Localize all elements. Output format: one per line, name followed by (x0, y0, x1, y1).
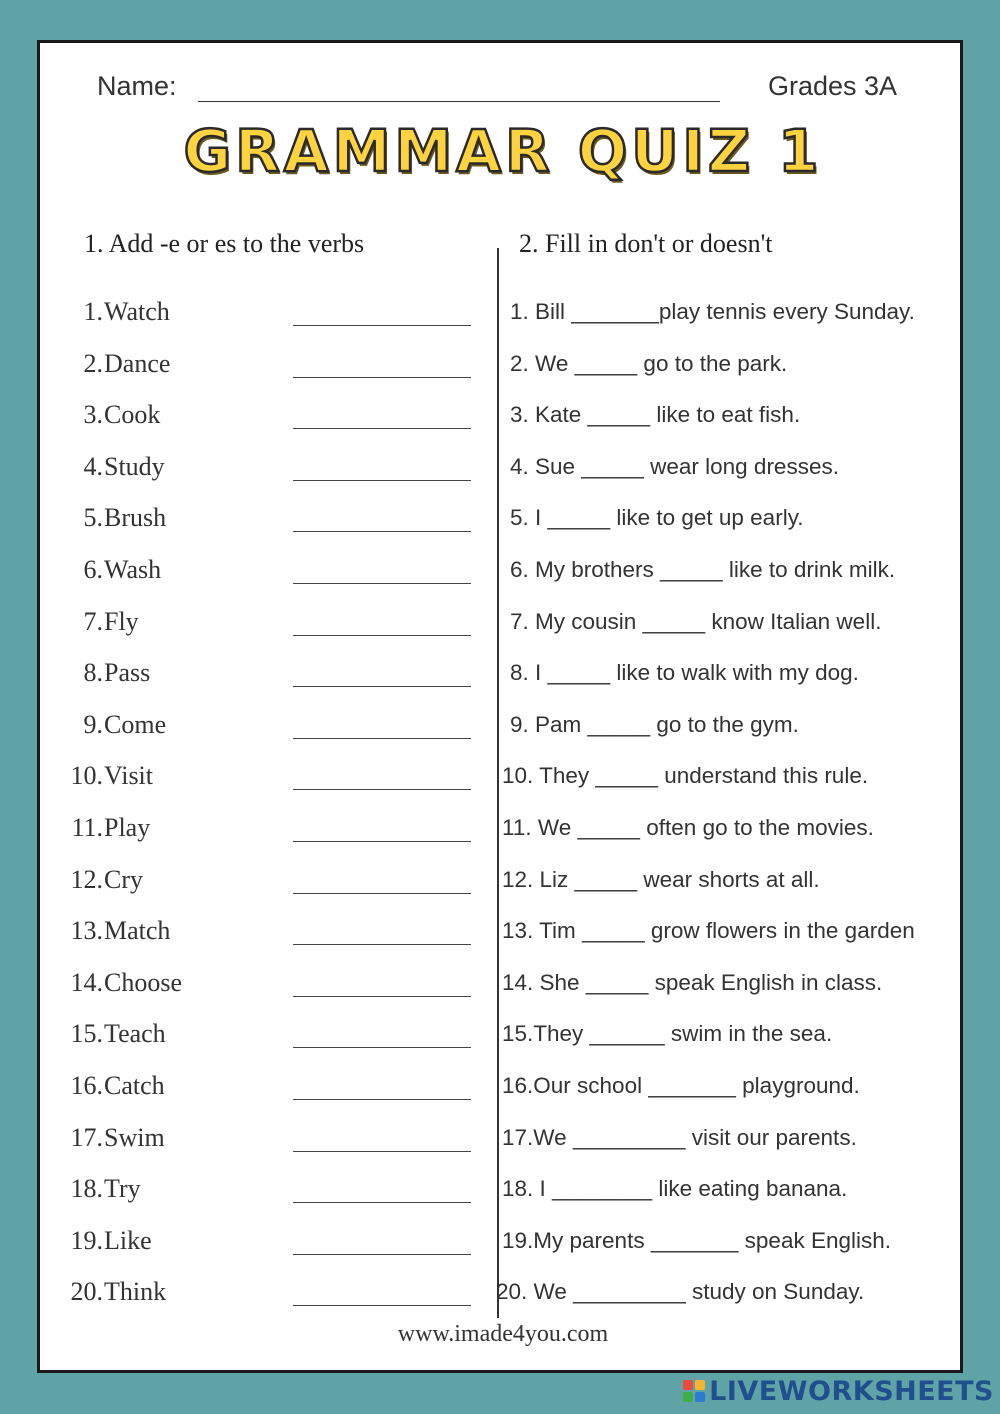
verb-row (40, 805, 495, 845)
verb-answer-blank[interactable] (293, 531, 471, 532)
verb-word: Like (104, 1225, 152, 1255)
sentence-row (498, 341, 966, 381)
sentence-text[interactable]: 3. Kate _____ like to eat fish. (510, 402, 801, 428)
sentence-text[interactable]: 8. I _____ like to walk with my dog. (510, 660, 859, 686)
verb-number: 1. (83, 297, 103, 326)
sentence-text[interactable]: 11. We _____ often go to the movies. (502, 815, 874, 840)
verb-row (40, 289, 495, 329)
verb-number: 19. (70, 1225, 103, 1255)
verb-number: 14. (70, 967, 103, 997)
verb-word: Match (104, 916, 171, 946)
verb-answer-blank[interactable] (293, 1099, 471, 1100)
verb-row (40, 547, 495, 587)
verb-number: 8. (83, 658, 103, 688)
verb-answer-blank[interactable] (293, 789, 471, 790)
page-title: GRAMMAR QUIZ 1 (183, 117, 823, 185)
verb-answer-blank[interactable] (293, 583, 471, 584)
verb-word: Cry (104, 864, 143, 894)
sentence-text[interactable]: 15.They ______ swim in the sea. (502, 1021, 833, 1047)
sentence-row (498, 547, 966, 587)
verb-number: 4. (83, 451, 103, 481)
verb-word: Swim (104, 1122, 165, 1152)
verb-answer-blank[interactable] (293, 1151, 471, 1152)
verb-number: 12. (70, 864, 103, 894)
verb-row (40, 495, 495, 535)
worksheet-page (37, 40, 963, 1373)
verb-row (40, 1166, 495, 1206)
name-label: Name: (97, 71, 177, 101)
sentence-text[interactable]: 20. We _________ study on Sunday. (496, 1279, 865, 1305)
sentence-text[interactable]: 6. My brothers _____ like to drink milk. (510, 557, 896, 582)
verb-answer-blank[interactable] (293, 1202, 471, 1203)
verb-word: Study (104, 451, 165, 481)
verb-number: 16. (70, 1071, 103, 1100)
verb-answer-blank[interactable] (293, 893, 471, 894)
sentence-text[interactable]: 14. She _____ speak English in class. (502, 969, 883, 995)
sentence-text[interactable]: 17.We _________ visit our parents. (502, 1124, 857, 1150)
verb-answer-blank[interactable] (293, 686, 471, 687)
sentence-text[interactable]: 12. Liz _____ wear shorts at all. (502, 866, 820, 892)
sentence-text[interactable]: 1. Bill _______play tennis every Sunday. (510, 299, 915, 324)
sentence-row (498, 1115, 966, 1155)
verb-number: 9. (83, 709, 103, 739)
sentence-row (498, 650, 966, 690)
verb-word: Pass (104, 658, 151, 688)
sentence-row (498, 495, 966, 535)
sentence-row (498, 960, 966, 1000)
verb-row (40, 1115, 495, 1155)
sentence-text[interactable]: 19.My parents _______ speak English. (502, 1227, 892, 1253)
verb-word: Choose (104, 967, 182, 997)
verb-row (40, 908, 495, 948)
verb-number: 20. (70, 1277, 103, 1307)
verb-row (40, 1269, 495, 1309)
verb-answer-blank[interactable] (293, 1254, 471, 1255)
sentence-row (498, 599, 966, 639)
verb-number: 18. (70, 1174, 103, 1204)
verb-number: 11. (71, 813, 103, 842)
liveworksheets-brand (683, 1374, 994, 1408)
verb-number: 10. (70, 761, 103, 791)
verb-answer-blank[interactable] (293, 480, 471, 481)
sentence-text[interactable]: 9. Pam _____ go to the gym. (510, 711, 799, 737)
verb-answer-blank[interactable] (293, 738, 471, 739)
grade-label: Grades 3A (768, 71, 898, 101)
verb-row (40, 341, 495, 381)
verb-number: 13. (70, 916, 103, 946)
sentence-text[interactable]: 7. My cousin _____ know Italian well. (510, 608, 882, 634)
sentence-row (498, 753, 966, 793)
verb-answer-blank[interactable] (293, 377, 471, 378)
sentence-row (498, 1218, 966, 1258)
verb-row (40, 392, 495, 432)
sentence-row (498, 1011, 966, 1051)
verb-answer-blank[interactable] (293, 635, 471, 636)
verb-word: Brush (104, 503, 167, 533)
verb-word: Cook (104, 400, 161, 430)
verb-answer-blank[interactable] (293, 428, 471, 429)
verb-answer-blank[interactable] (293, 1047, 471, 1048)
verb-row (40, 753, 495, 793)
verb-number: 6. (83, 555, 103, 584)
sentence-text[interactable]: 4. Sue _____ wear long dresses. (510, 453, 839, 479)
verb-row (40, 599, 495, 639)
verb-word: Watch (104, 297, 170, 326)
section-title-dont-doesnt: 2. Fill in don't or doesn't (519, 229, 773, 258)
verb-answer-blank[interactable] (293, 325, 471, 326)
sentence-row (498, 908, 966, 948)
verb-row (40, 650, 495, 690)
sentence-row (498, 1269, 966, 1309)
verb-word: Try (104, 1174, 141, 1204)
verb-word: Visit (104, 761, 154, 791)
verb-answer-blank[interactable] (293, 944, 471, 945)
verb-word: Wash (104, 555, 162, 584)
verb-word: Come (104, 709, 167, 739)
sentence-text[interactable]: 10. They _____ understand this rule. (502, 763, 869, 789)
verb-number: 17. (70, 1122, 103, 1152)
sentence-row (498, 1063, 966, 1103)
verb-row (40, 1218, 495, 1258)
verb-answer-blank[interactable] (293, 1305, 471, 1306)
sentence-text[interactable]: 13. Tim _____ grow flowers in the garden (502, 918, 915, 944)
verb-word: Dance (104, 348, 171, 378)
verb-answer-blank[interactable] (293, 841, 471, 842)
verb-number: 3. (83, 400, 103, 430)
verb-number: 15. (70, 1019, 103, 1049)
sentence-row (498, 805, 966, 845)
name-input-line[interactable] (198, 101, 720, 102)
verb-word: Play (104, 813, 151, 842)
verb-row (40, 444, 495, 484)
verb-word: Catch (104, 1071, 165, 1100)
verb-word: Fly (104, 606, 139, 636)
verb-row (40, 857, 495, 897)
verb-number: 7. (83, 606, 103, 636)
sentence-text[interactable]: 18. I ________ like eating banana. (502, 1176, 848, 1202)
verb-number: 2. (83, 348, 103, 378)
section-title-verbs: 1. Add -e or es to the verbs (84, 229, 365, 258)
sentence-text[interactable]: 5. I _____ like to get up early. (510, 505, 804, 531)
sentence-row (498, 702, 966, 742)
sentence-row (498, 857, 966, 897)
sentence-row (498, 289, 966, 329)
sentence-row (498, 1166, 966, 1206)
brand-name: LIVEWORKSHEETS (709, 1375, 994, 1407)
verb-row (40, 1011, 495, 1051)
verb-word: Think (104, 1277, 167, 1307)
sentence-row (498, 444, 966, 484)
verb-row (40, 1063, 495, 1103)
verb-row (40, 702, 495, 742)
footer-website: www.imade4you.com (397, 1321, 609, 1347)
sentence-row (498, 392, 966, 432)
sentence-text[interactable]: 16.Our school _______ playground. (502, 1073, 860, 1098)
verb-word: Teach (104, 1019, 166, 1049)
sentence-text[interactable]: 2. We _____ go to the park. (510, 350, 788, 376)
verb-answer-blank[interactable] (293, 996, 471, 997)
verb-row (40, 960, 495, 1000)
verb-number: 5. (83, 503, 103, 533)
liveworksheets-logo-icon (683, 1380, 705, 1402)
